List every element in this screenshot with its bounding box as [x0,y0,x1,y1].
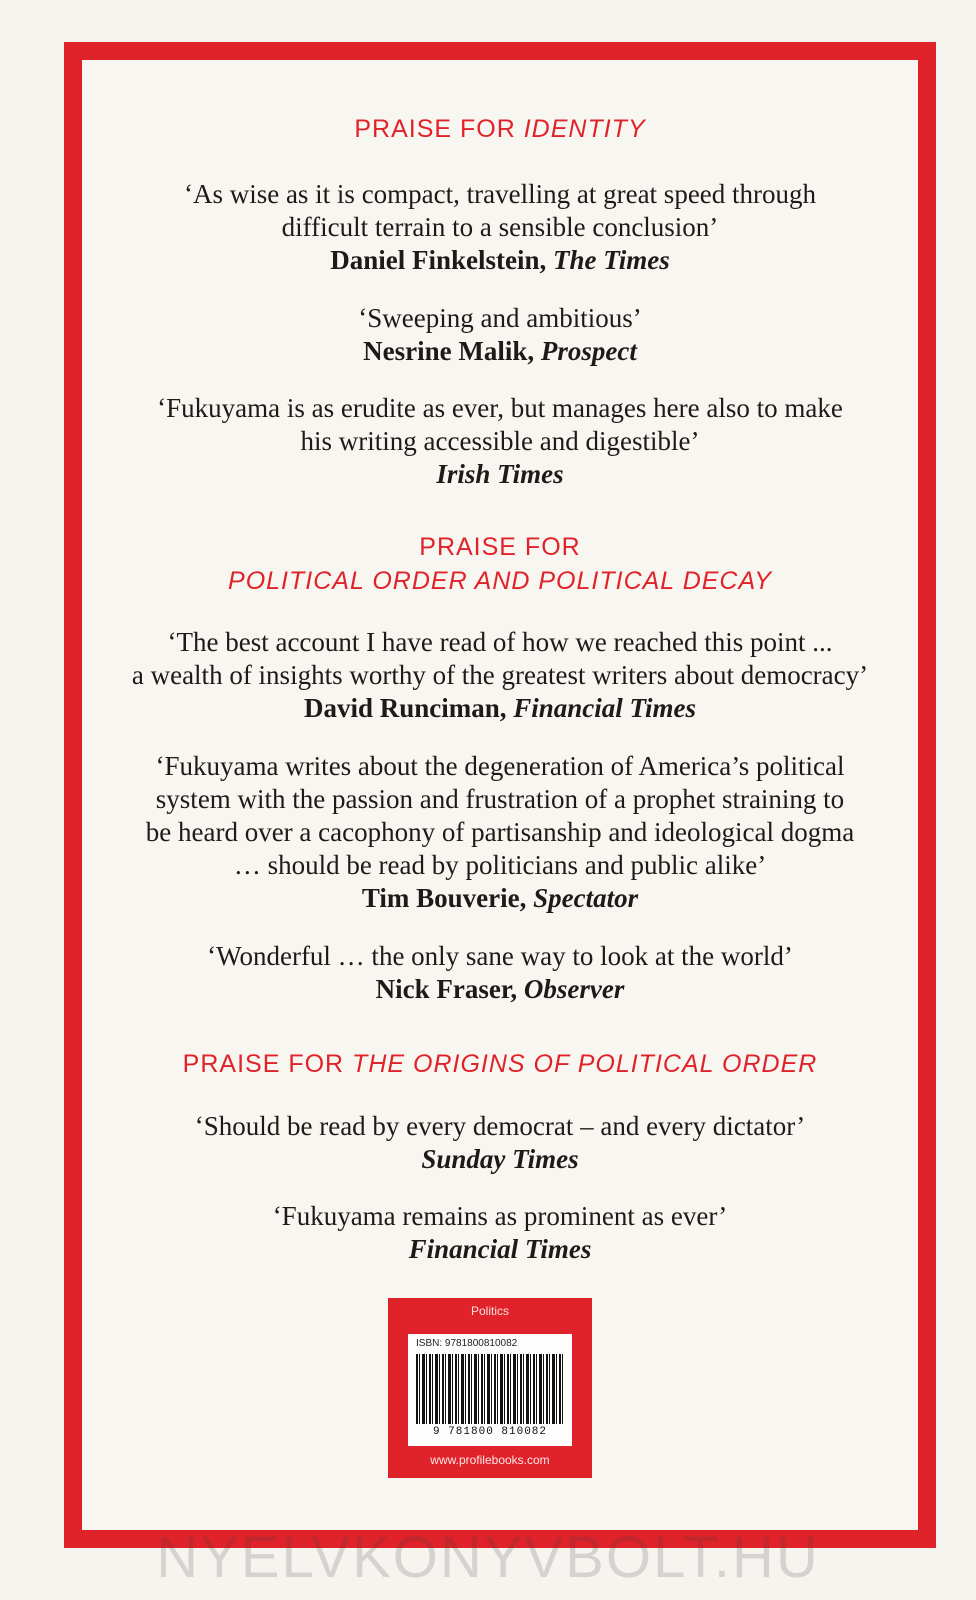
quote-fraser: ‘Wonderful … the only sane way to look at the world’ Nick Fraser, Observer [82,940,918,1006]
quote-bouverie: ‘Fukuyama writes about the degeneration of America’s political system with the passion and frustration of a prophet straining to be heard over a cacophony of partisanship and ideological dogma … should be read by politicians and public alike’ Tim Bouverie, Spectator [82,750,918,915]
praise-heading-political-order-decay: PRAISE FOR POLITICAL ORDER AND POLITICAL DECAY [228,533,772,595]
quote-irish-times: ‘Fukuyama is as erudite as ever, but manages here also to make his writing accessible and digestible’ Irish Times [82,392,918,491]
quote-financial-times: ‘Fukuyama remains as prominent as ever’ Financial Times [82,1200,918,1266]
quote-attribution: Tim Bouverie, Spectator [361,883,639,913]
publisher-url: www.profilebooks.com [430,1453,550,1467]
barcode-bars [416,1354,564,1424]
quote-sunday-times: ‘Should be read by every democrat – and every dictator’ Sunday Times [82,1110,918,1176]
isbn-label: ISBN: 9781800810082 [416,1338,518,1349]
quote-attribution: Financial Times [408,1234,592,1264]
quote-attribution: Nick Fraser, Observer [375,974,625,1004]
barcode-digits: 9 781800 810082 [432,1426,548,1438]
quote-runciman: ‘The best account I have read of how we reached this point ... a wealth of insights worthy of the greatest writers about democracy’ David Runciman, Financial Times [82,626,918,725]
quote-attribution: Sunday Times [421,1144,579,1174]
category-label: Politics [470,1304,509,1318]
barcode-panel [408,1334,572,1446]
quote-malik: ‘Sweeping and ambitious’ Nesrine Malik, Prospect [82,302,918,368]
praise-heading-origins: PRAISE FOR THE ORIGINS OF POLITICAL ORDER [182,1050,818,1078]
quote-attribution: David Runciman, Financial Times [303,693,697,723]
barcode-block [388,1298,592,1478]
quote-attribution: Irish Times [436,459,564,489]
quote-attribution: Daniel Finkelstein, The Times [330,245,670,275]
quote-finkelstein: ‘As wise as it is compact, travelling at great speed through difficult terrain to a sensible conclusion’ Daniel Finkelstein, The Times [82,178,918,277]
praise-heading-identity: PRAISE FOR IDENTITY [354,115,646,143]
quote-attribution: Nesrine Malik, Prospect [363,336,637,366]
watermark-text: NYELVKONYVBOLT.HU [156,1525,820,1590]
